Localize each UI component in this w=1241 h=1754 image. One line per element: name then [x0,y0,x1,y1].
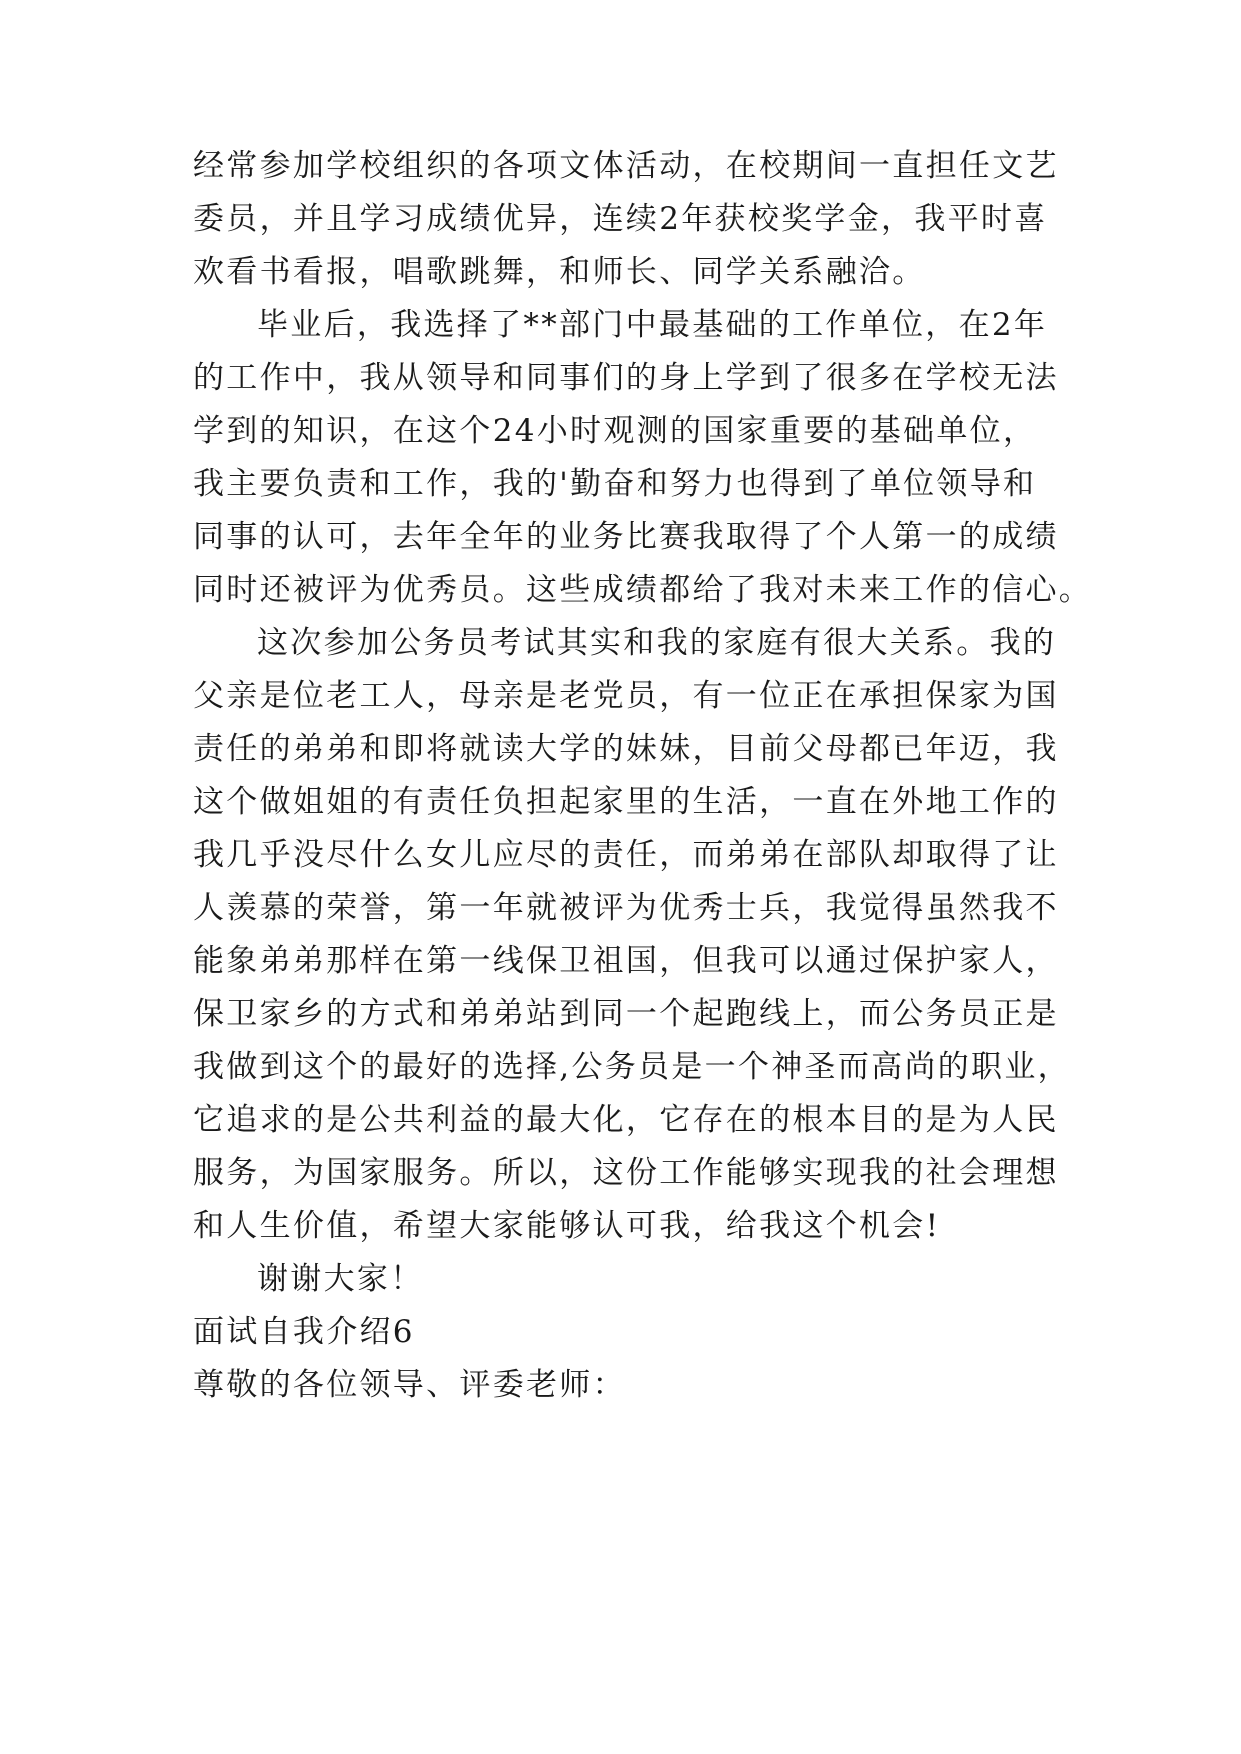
paragraph-line: 父亲是位老工人，母亲是老党员，有一位正在承担保家为国 [193,678,1059,714]
paragraph-line: 这个做姐姐的有责任负担起家里的生活，一直在外地工作的 [193,784,1059,820]
paragraph-line: 我几乎没尽什么女儿应尽的责任，而弟弟在部队却取得了让 [193,837,1059,873]
paragraph-line: 同事的认可，去年全年的业务比赛我取得了个人第一的成绩 [193,519,1059,555]
paragraph-line: 欢看书看报，唱歌跳舞，和师长、同学关系融洽。 [193,254,926,290]
paragraph-line: 毕业后，我选择了**部门中最基础的工作单位，在2年 [257,307,1048,343]
paragraph-line: 委员，并且学习成绩优异，连续2年获校奖学金，我平时喜 [193,201,1048,237]
paragraph-line: 责任的弟弟和即将就读大学的妹妹，目前父母都已年迈，我 [193,731,1059,767]
salutation: 尊敬的各位领导、评委老师： [193,1367,626,1403]
paragraph-line: 我主要负责和工作，我的'勤奋和努力也得到了单位领导和 [193,466,1037,502]
paragraph-line: 我做到这个的最好的选择,公务员是一个神圣而高尚的职业， [193,1049,1071,1085]
section-heading: 面试自我介绍6 [193,1314,415,1350]
closing-thanks: 谢谢大家！ [257,1261,424,1297]
paragraph-line: 服务，为国家服务。所以，这份工作能够实现我的社会理想 [193,1155,1059,1191]
paragraph-line: 人羡慕的荣誉，第一年就被评为优秀士兵，我觉得虽然我不 [193,890,1059,926]
paragraph-line: 和人生价值，希望大家能够认可我，给我这个机会! [193,1208,941,1244]
paragraph-line: 经常参加学校组织的各项文体活动，在校期间一直担任文艺 [193,148,1059,184]
paragraph-line: 它追求的是公共利益的最大化，它存在的根本目的是为人民 [193,1102,1059,1138]
paragraph-line: 能象弟弟那样在第一线保卫祖国，但我可以通过保护家人， [193,943,1059,979]
paragraph-line: 学到的知识，在这个24小时观测的国家重要的基础单位， [193,413,1037,449]
paragraph-line: 的工作中，我从领导和同事们的身上学到了很多在学校无法 [193,360,1059,396]
paragraph-line: 保卫家乡的方式和弟弟站到同一个起跑线上，而公务员正是 [193,996,1059,1032]
paragraph-line: 同时还被评为优秀员。这些成绩都给了我对未来工作的信心。 [193,572,1093,608]
paragraph-line: 这次参加公务员考试其实和我的家庭有很大关系。我的 [257,625,1057,661]
